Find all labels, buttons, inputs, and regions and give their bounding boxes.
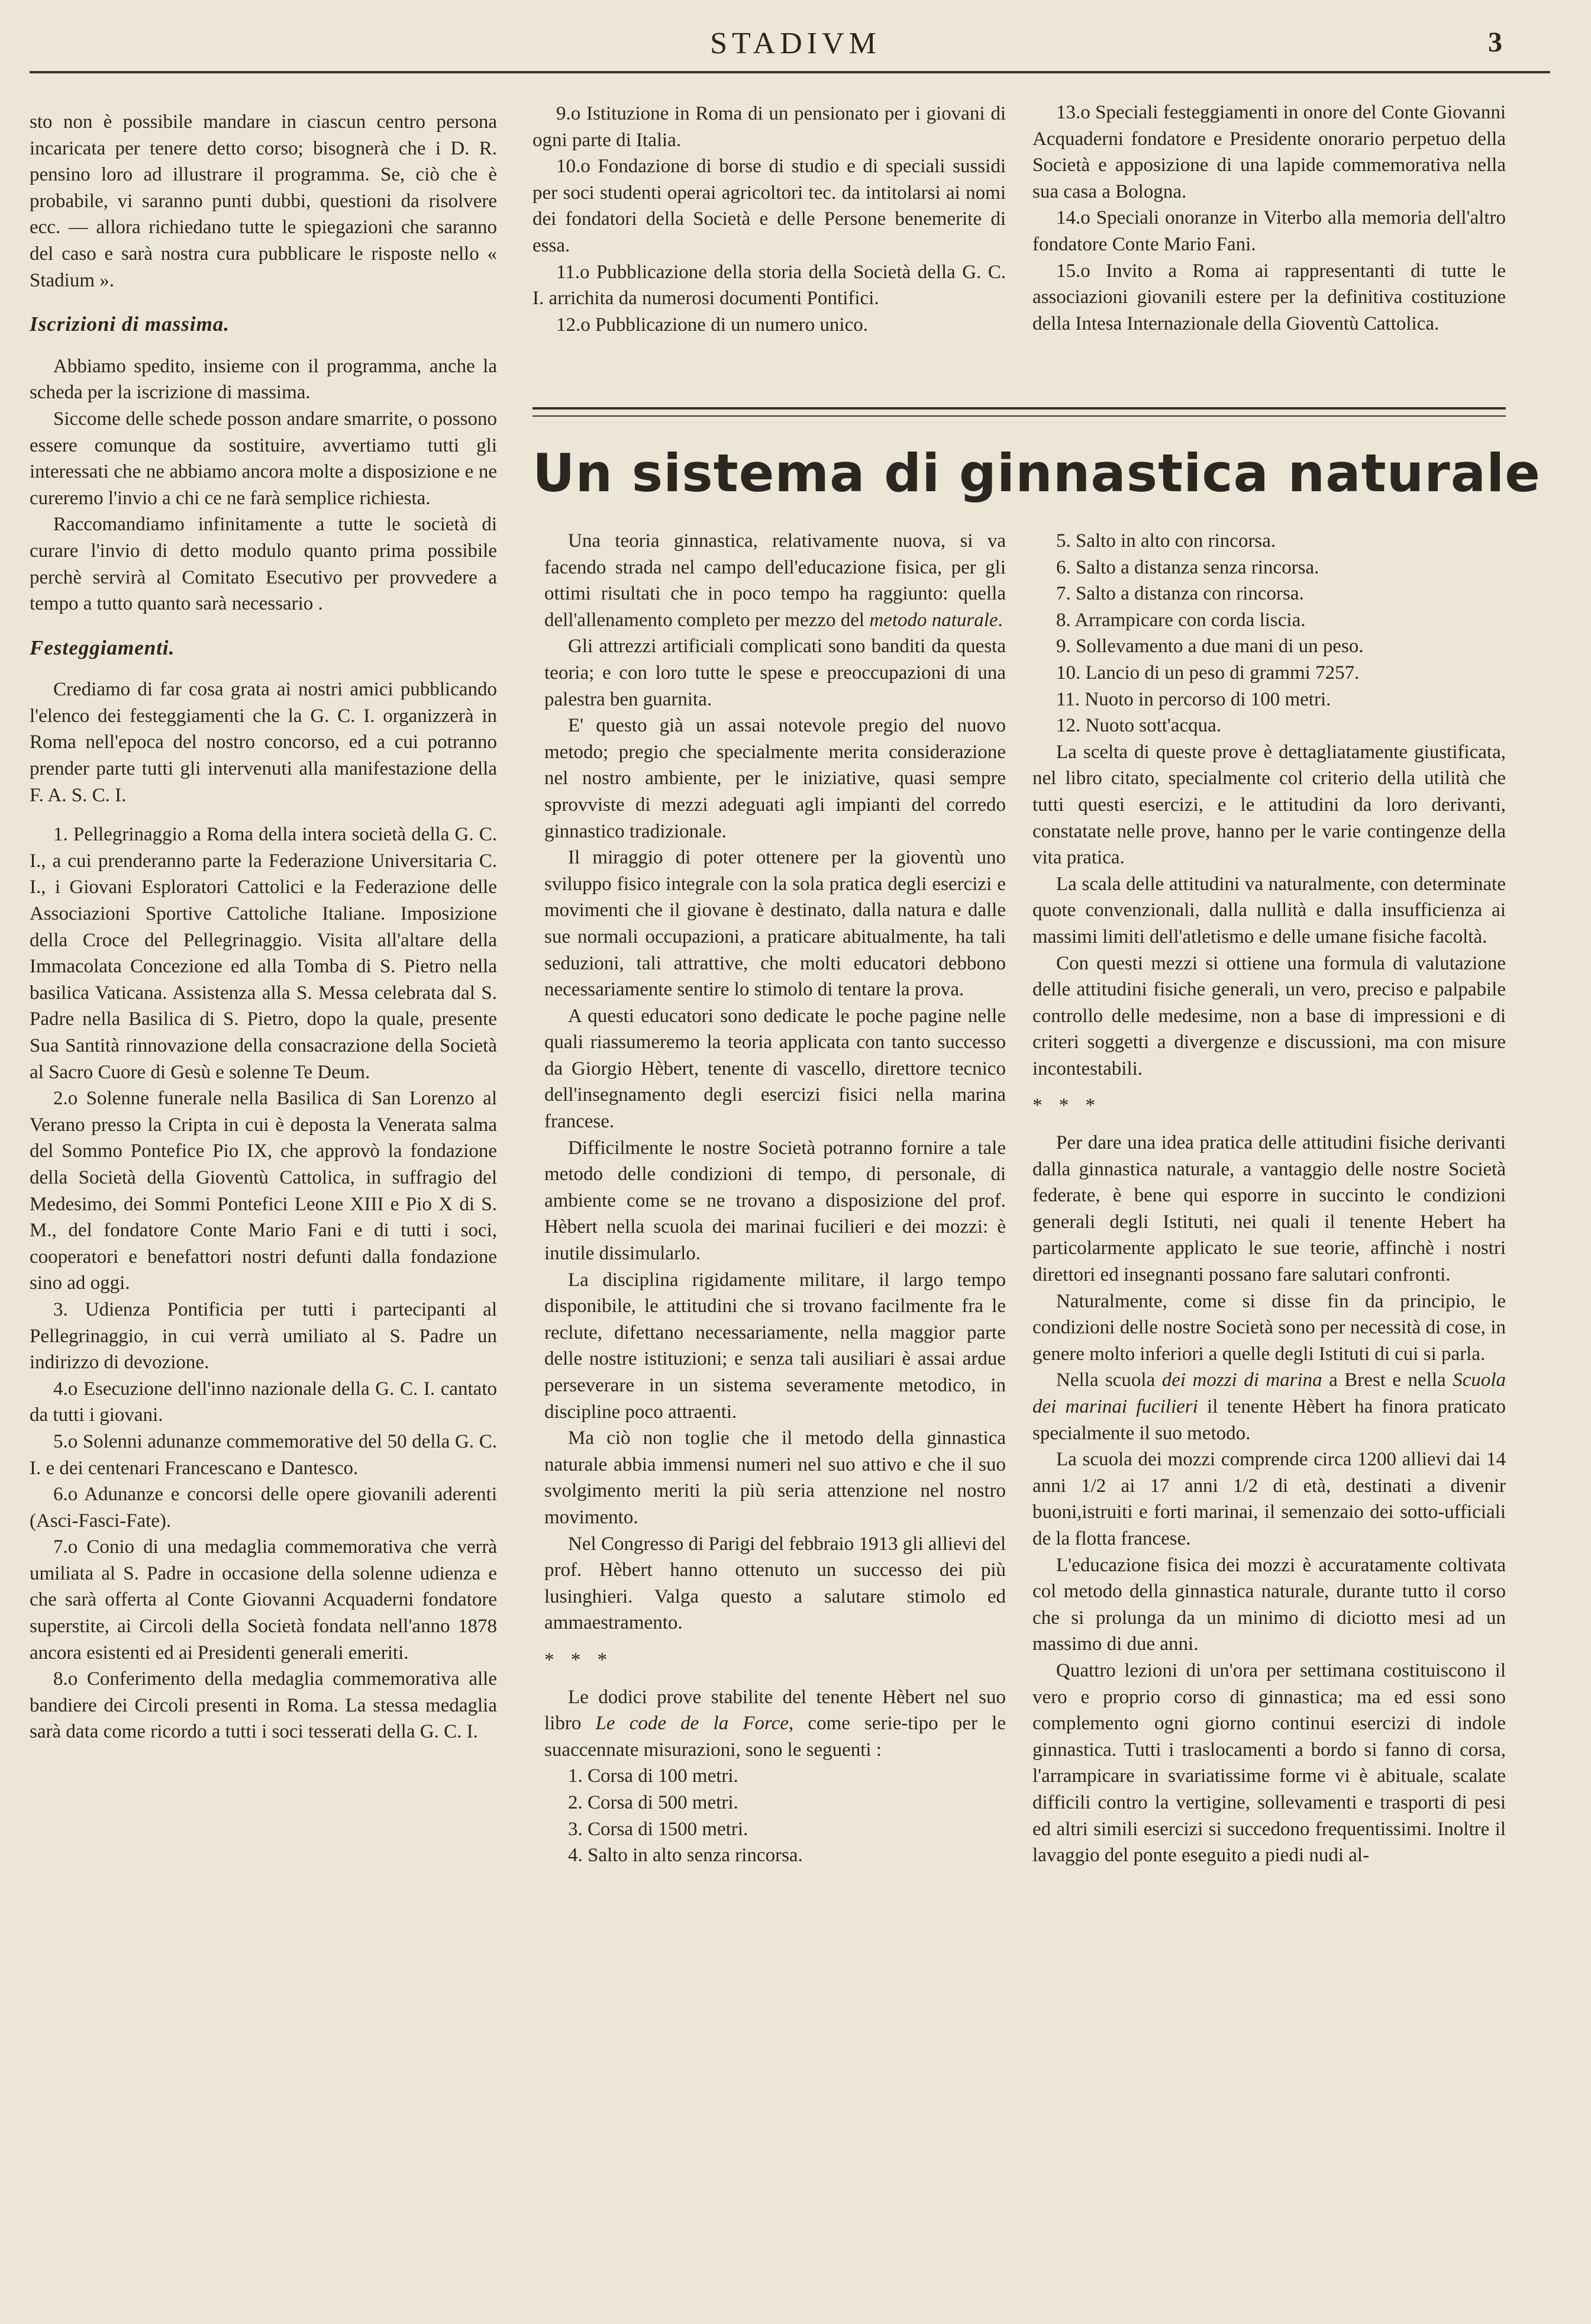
paragraph: La disciplina rigidamente militare, il largo tempo disponibile, le attitudini che si trovano facilmente fra le reclute, difettano necessariamente, nella maggior parte delle nostre istituzioni; e senza tali ausiliari è assai ardue perseverare in un sistema severamente metodico, in discipline poco attraenti. — [544, 1269, 1006, 1423]
list-item: 6.o Adunanze e concorsi delle opere giovanili aderenti (Asci-Fasci-Fate). — [30, 1484, 497, 1532]
paragraph: Ma ciò non toglie che il metodo della ginnastica naturale abbia immensi numeri nel suo attivo e che il suo svolgimento meriti la più seria attenzione nel nostro movimento. — [544, 1427, 1006, 1528]
paragraph: Quattro lezioni di un'ora per settimana costituiscono il vero e proprio corso di ginnastica; ma ed essi sono complemento ogni giorno continui esercizi di indole ginnastica. Tutti i traslocamenti a bordo si fanno di corsa, l'arrampicare in svariatissime forme vi è abituale, scalate difficili contro la vertigine, sollevamenti e trasporti di pesi ed altri simili esercizi si succedono frequentissimi. Inoltre il lavaggio del ponte eseguito a piedi nudi al- — [1032, 1659, 1506, 1867]
paragraph: Con questi mezzi si ottiene una formula di valutazione delle attitudini fisiche generali, un vero, preciso e palpabile controllo delle medesime, non a base di impressioni e di criteri soggetti a divergenze e discussioni, ma con misure incontestabili. — [1032, 952, 1506, 1079]
paragraph: E' questo già un assai notevole pregio del nuovo metodo; pregio che specialmente merita considerazione nel nostro ambiente, per le iniziative, quasi sempre sprovviste di mezzi adeguati agli impianti del corredo ginnastico tradizionale. — [544, 715, 1006, 842]
page-number: 3 — [1488, 27, 1502, 58]
paragraph: Gli attrezzi artificiali complicati sono banditi da questa teoria; e con loro tutte le spese e preoccupazioni di una palestra ben guarnita. — [544, 636, 1006, 710]
list-item: 11. Nuoto in percorso di 100 metri. — [1056, 688, 1331, 710]
paragraph: L'educazione fisica dei mozzi è accuratamente coltivata col metodo della ginnastica naturale, durante tutto il corso che si prolunga da un minimo di diciotto mesi ad un massimo di due anni. — [1032, 1554, 1506, 1655]
list-item: 10. Lancio di un peso di grammi 7257. — [1056, 662, 1360, 684]
list-item: 11.o Pubblicazione della storia della Società della G. C. I. arrichita da numerosi documenti Pontifici. — [533, 261, 1006, 310]
running-title: STADIVM — [710, 27, 881, 60]
list-item: 15.o Invito a Roma ai rappresentanti di tutte le associazioni giovanili estere per la definitiva costituzione della Intesa Internazionale della Gioventù Cattolica. — [1032, 260, 1506, 334]
list-item: 5. Salto in alto con rincorsa. — [1056, 530, 1276, 552]
paragraph: A questi educatori sono dedicate le poche pagine nelle quali riassumeremo la teoria applicata con tanto successo da Giorgio Hèbert, tenente di vascello, direttore tecnico dell'insegnamento degli esercizi fisici nella marina francese. — [544, 1005, 1006, 1133]
list-item: 6. Salto a distanza senza rincorsa. — [1056, 556, 1319, 578]
list-item: 3. Corsa di 1500 metri. — [568, 1818, 748, 1840]
section-heading-iscrizioni: Iscrizioni di massima. — [30, 312, 230, 336]
list-item: 5.o Solenni adunanze commemorative del 50 della G. C. I. e dei centenari Francescano e Dantesco. — [30, 1430, 497, 1479]
column-right-top — [1032, 99, 1506, 337]
section-heading-festeggiamenti: Festeggiamenti. — [30, 636, 175, 659]
list-item: 4. Salto in alto senza rincorsa. — [568, 1845, 803, 1867]
list-item: 2.o Solenne funerale nella Basilica di San Lorenzo al Verano presso la Cripta in cui è deposta la Venerata salma del Sommo Pontefice Pio IX, che approvò la fondazione della Società della Gioventù Cattolica, in suffragio del Medesimo, dei Sommi Pontefici Leone XIII e Pio X di S. M., del fondatore Conte Mario Fani e di tutti i soci, cooperatori e benefattori nostri defunti dalla fondazione sino ad oggi. — [30, 1088, 497, 1294]
paragraph: Nel Congresso di Parigi del febbraio 1913 gli allievi del prof. Hèbert hanno ottenuto un successo dei più lusinghieri. Valga questo a salutare stimolo ed ammaestramento. — [544, 1533, 1006, 1634]
list-item: 7.o Conio di una medaglia commemorativa che verrà umiliata al S. Padre in occasione della solenne udienza e che sarà offerta al Conte Giovanni Acquaderni fondatore superstite, ai Circoli della Società fondata nell'anno 1878 ancora esistenti ed ai Presidenti generali emeriti. — [30, 1536, 497, 1664]
paragraph: Difficilmente le nostre Società potranno fornire a tale metodo delle condizioni di tempo, di personale, di ambiente come se ne trovano a disposizione del prof. Hèbert nella scuola dei marinai fucilieri e dei mozzi: è inutile dissimularlo. — [544, 1137, 1006, 1265]
list-item: 10.o Fondazione di borse di studio e di speciali sussidi per soci studenti operai agricoltori tec. da intitolarsi ai nomi dei fondatori della Società e delle Persone benemerite di essa. — [533, 156, 1006, 256]
section-divider-stars: * * * — [544, 1649, 613, 1671]
tests-list — [544, 1763, 1006, 1868]
article-separator-rule — [533, 407, 1506, 417]
article-headline: Un sistema di ginnastica naturale — [533, 443, 1541, 504]
intro-paragraph: sto non è possibile mandare in ciascun centro persona incaricata per tenere detto corso; bisognerà che i D. R. pensino loro ad illustrare il programma. Se, ciò che è probabile, vi saranno punti dubbi, questioni da risolvere ecc. — allora richiedano tutte le spiegazioni che saranno del caso e sarà nostra cura pubblicare le risposte nello « Stadium ». — [30, 111, 497, 291]
italic-term: dei mozzi di marina — [1161, 1369, 1322, 1391]
list-item: 1. Pellegrinaggio a Roma della intera società della G. C. I., a cui prenderanno parte la Federazione Universitaria C. I., i Giovani Esploratori Cattolici e la Federazione delle Associazioni Sportive Cattoliche Italiane. Imposizione della Croce del Pellegrinaggio. Visita all'altare della Immacolata Concezione ed alla Tomba di S. Pietro nella basilica Vaticana. Assistenza alla S. Messa celebrata dal S. Padre nella Basilica di S. Pietro, dopo la quale, presente Sua Santità rinnovazione della consacrazione della Società al Sacro Cuore di Gesù e solenne Te Deum. — [30, 824, 497, 1083]
list-item: 7. Salto a distanza con rincorsa. — [1056, 583, 1304, 605]
list-item: 14.o Speciali onoranze in Viterbo alla memoria dell'altro fondatore Conte Mario Fani. — [1032, 207, 1506, 255]
italic-term: Scuola dei marinai fucilieri — [1032, 1369, 1506, 1417]
paragraph: Abbiamo spedito, insieme con il programma, anche la scheda per la iscrizione di massima. — [30, 355, 497, 404]
paragraph: Crediamo di far cosa grata ai nostri amici pubblicando l'elenco dei festeggiamenti che la G. C. I. organizzerà in Roma nell'epoca del nostro concorso, ed a cui potranno prender parte tutti gli intervenuti alla manifestazione della F. A. S. C. I. — [30, 679, 497, 806]
article-column-middle — [544, 528, 1006, 1869]
italic-title: Le code de la Force — [595, 1713, 789, 1735]
list-item: 1. Corsa di 100 metri. — [568, 1765, 738, 1787]
paragraph: Raccomandiamo infinitamente a tutte le società di curare l'invio di detto modulo quanto prima possibile perchè servirà al Comitato Esecutivo per provvedere a tempo a tutto quanto sarà necessario . — [30, 514, 497, 615]
paragraph: La scala delle attitudini va naturalmente, con determinate quote convenzionali, dalla nullità e dalla insufficienza ai massimi limiti dell'atletismo e delle umane fisiche facoltà. — [1032, 873, 1506, 947]
paragraph: Siccome delle schede posson andare smarrite, o possono essere comunque da sostituire, avvertiamo tutti gli interessati che ne abbiamo ancora molte a disposizione e ne cureremo l'invio a chi ce ne farà semplice richiesta. — [30, 408, 497, 509]
paragraph: La scelta di queste prove è dettagliatamente giustificata, nel libro citato, specialmente col criterio della utilità che tutti questi esercizi, e le attitudini da loro derivanti, constatate nelle prove, hanno per le varie contingenze della vita pratica. — [1032, 741, 1506, 869]
paragraph: Le dodici prove stabilite del tenente Hèbert nel suo libro Le code de la Force, come serie-tipo per le suaccennate misurazioni, sono le seguenti : — [544, 1686, 1006, 1761]
paragraph: Nella scuola dei mozzi di marina a Brest e nella Scuola dei marinai fucilieri il tenente Hèbert ha finora praticato specialmente il suo metodo. — [1032, 1369, 1506, 1444]
list-item: 8.o Conferimento della medaglia commemorativa alle bandiere dei Circoli presenti in Roma. La stessa medaglia sarà data come ricordo a tutti i soci tesserati della G. C. I. — [30, 1668, 497, 1743]
list-item: 12. Nuoto sott'acqua. — [1056, 715, 1222, 737]
italic-term: metodo naturale — [869, 609, 998, 631]
section-divider-stars: * * * — [1032, 1095, 1101, 1117]
paragraph: Naturalmente, come si disse fin da principio, le condizioni delle nostre Società sono per necessità di cose, in genere molto inferiori a quelle degli Istituti di cui si parla. — [1032, 1290, 1506, 1365]
list-item: 13.o Speciali festeggiamenti in onore del Conte Giovanni Acquaderni fondatore e Presidente onorario perpetuo della Società e apposizione di una lapide commemorativa nella sua casa a Bologna. — [1032, 102, 1506, 202]
list-item: 9.o Istituzione in Roma di un pensionato per i giovani di ogni parte di Italia. — [533, 103, 1006, 151]
column-left — [30, 109, 497, 1745]
list-item: 4.o Esecuzione dell'inno nazionale della G. C. I. cantato da tutti i giovani. — [30, 1378, 497, 1426]
list-item: 8. Arrampicare con corda liscia. — [1056, 609, 1306, 631]
tests-list-continued — [1032, 528, 1506, 739]
list-item: 2. Corsa di 500 metri. — [568, 1791, 738, 1813]
running-head — [0, 26, 1591, 67]
paragraph: Una teoria ginnastica, relativamente nuova, si va facendo strada nel campo dell'educazione fisica, per gli ottimi risultati che in poco tempo ha raggiunto: quella dell'allenamento completo per mezzo del metodo naturale. — [544, 530, 1006, 631]
list-item: 9. Sollevamento a due mani di un peso. — [1056, 636, 1364, 657]
list-item: 3. Udienza Pontificia per tutti i partecipanti al Pellegrinaggio, in cui verrà umiliato al S. Padre un indirizzo di devozione. — [30, 1298, 497, 1374]
paragraph: Il miraggio di poter ottenere per la gioventù uno sviluppo fisico integrale con la sola pratica degli esercizi e movimenti che il giovane è destinato, dalla natura e dalle sue normali occupazioni, a praticare abitualmente, ha tali seduzioni, tali attrattive, che molti educatori debbono necessariamente sentire lo stimolo di tentare la prova. — [544, 847, 1006, 1001]
column-middle-top — [533, 101, 1006, 338]
paragraph: Per dare una idea pratica delle attitudini fisiche derivanti dalla ginnastica naturale, a vantaggio delle nostre Società federate, è bene qui esporre in succinto le condizioni generali degli Istituti, nei quali il tenente Hebert ha particolarmente applicato le sue teorie, affinchè i nostri direttori ed insegnanti possano fare salutari confronti. — [1032, 1132, 1506, 1286]
header-rule — [30, 71, 1550, 73]
paragraph: La scuola dei mozzi comprende circa 1200 allievi dai 14 anni 1/2 ai 17 anni 1/2 di età, destinati a divenir buoni,istruiti e forti marinai, il semenzaio dei sotto-ufficiali de la flotta francese. — [1032, 1449, 1506, 1549]
article-column-right — [1032, 528, 1506, 1869]
list-item: 12.o Pubblicazione di un numero unico. — [556, 314, 868, 336]
